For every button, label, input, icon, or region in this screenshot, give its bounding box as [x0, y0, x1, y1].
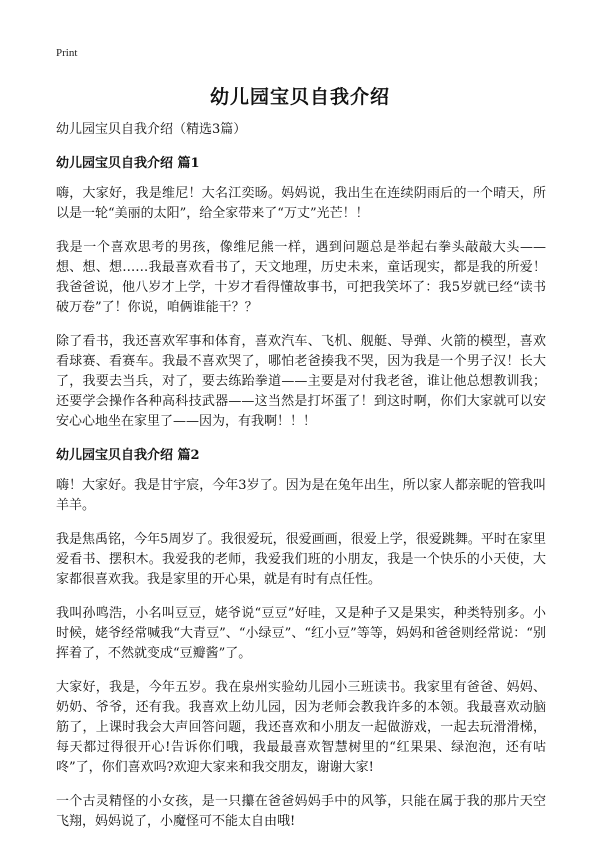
document-subtitle: 幼儿园宝贝自我介绍（精选3篇） [56, 122, 247, 137]
document-title: 幼儿园宝贝自我介绍 [209, 86, 390, 108]
section-2 [56, 446, 546, 832]
paragraph: 我是一个喜欢思考的男孩，像维尼熊一样，遇到问题总是举起右拳头敲敲大头——想、想、想……我最喜欢看书了，天文地理，历史未来，童话现实，都是我的所爱！我爸爸说，他八岁才上学，十岁才看得懂故事书，可把我笑坏了：我5岁就已经“读书破万卷”了！你说，咱俩谁能干？？ [56, 240, 546, 315]
paragraph: 嗨！大家好。我是甘宇宸，今年3岁了。因为是在兔年出生，所以家人都亲昵的管我叫羊羊。 [56, 478, 546, 513]
paragraph: 我是焦禹铭，今年5周岁了。我很爱玩，很爱画画，很爱上学，很爱跳舞。平时在家里爱看书、摆积木。我爱我的老师，我爱我们班的小朋友，我是一个快乐的小天使，大家都很喜欢我。我是家里的开心果，就是有时有点任性。 [56, 532, 546, 587]
paragraph: 嗨，大家好，我是维尼！大名江奕旸。妈妈说，我出生在连续阴雨后的一个晴天，所以是一轮“美丽的太阳”，给全家带来了“万丈”光芒！！ [56, 186, 546, 221]
paragraph: 一个古灵精怪的小女孩，是一只攥在爸爸妈妈手中的风筝，只能在属于我的那片天空飞翔，妈妈说了，小魔怪可不能太自由哦! [56, 794, 546, 829]
print-link[interactable]: Print [56, 47, 78, 59]
section-1 [56, 154, 546, 432]
section-heading: 幼儿园宝贝自我介绍 篇1 [56, 156, 200, 171]
paragraph: 除了看书，我还喜欢军事和体育，喜欢汽车、飞机、舰艇、导弹、火箭的模型，喜欢看球赛、看赛车。我最不喜欢哭了，哪怕老爸揍我不哭，因为我是一个男子汉！长大了，我要去当兵，对了，要去练跆拳道——主要是对付我老爸，谁让他总想教训我；还要学会操作各种高科技武器——这当然是打坏蛋了！到这时啊，你们大家就可以安安心心地坐在家里了——因为，有我啊！！！ [56, 334, 546, 429]
paragraph: 我叫孙鸣浩，小名叫豆豆，姥爷说“豆豆”好哇，又是种子又是果实，种类特别多。小时候，姥爷经常喊我“大青豆”、“小绿豆”、“红小豆”等等，妈妈和爸爸则经常说：“别挥着了，不然就变成“豆瓣酱”了。 [56, 606, 546, 661]
paragraph: 大家好，我是，今年五岁。我在泉州实验幼儿园小三班读书。我家里有爸爸、妈妈、奶奶、爷爷，还有我。我喜欢上幼儿园，因为老师会教我许多的本领。我最喜欢动脑筋了，上课时我会大声回答问题，我还喜欢和小朋友一起做游戏，一起去玩滑滑梯，每天都过得很开心!告诉你们哦，我最最喜欢智慧树里的“红果果、绿泡泡，还有咕咚”了，你们喜欢吗?欢迎大家来和我交朋友，谢谢大家! [56, 680, 546, 775]
section-heading: 幼儿园宝贝自我介绍 篇2 [56, 448, 200, 463]
document-body [56, 120, 546, 846]
